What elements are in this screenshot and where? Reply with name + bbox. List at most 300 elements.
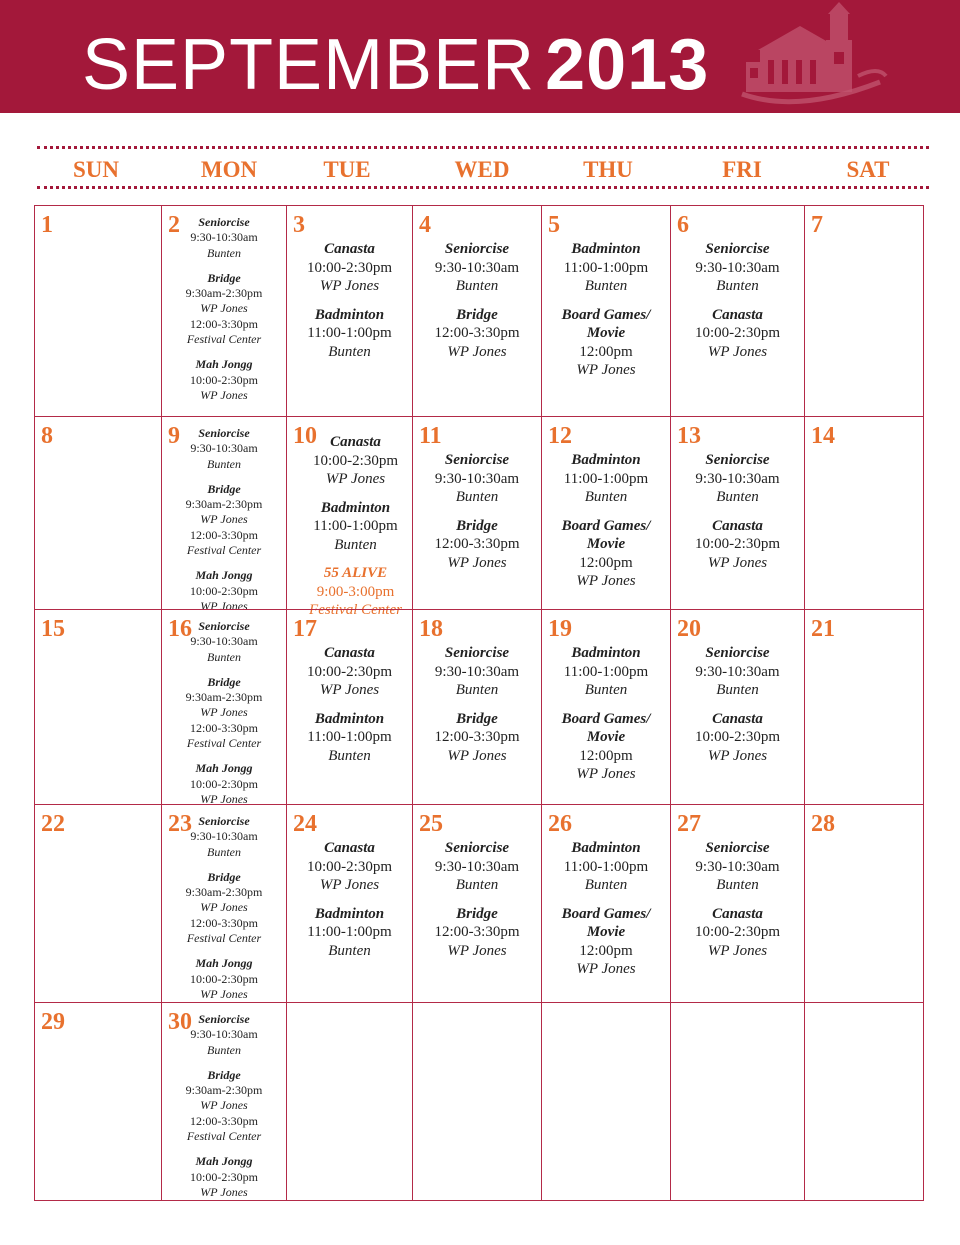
event-item bbox=[413, 240, 541, 296]
day-cell bbox=[541, 205, 671, 417]
event-list bbox=[542, 240, 670, 380]
event-list bbox=[413, 451, 541, 572]
event-name: Board Games/ Movie bbox=[561, 306, 651, 341]
day-cell bbox=[804, 804, 924, 1003]
event-location: Bunten bbox=[328, 343, 371, 360]
event-item bbox=[287, 644, 412, 700]
day-cell bbox=[34, 804, 162, 1003]
month-label: SEPTEMBER bbox=[82, 25, 536, 105]
event-name: Badminton bbox=[571, 840, 641, 856]
event-item bbox=[162, 1012, 286, 1058]
event-time: 12:00-3:30pm bbox=[190, 1113, 258, 1128]
event-name: Bridge bbox=[456, 517, 498, 534]
event-name: Bridge bbox=[207, 1067, 241, 1082]
day-number: 29 bbox=[41, 1009, 65, 1035]
event-name: Seniorcise bbox=[705, 840, 770, 856]
event-list bbox=[542, 839, 670, 979]
day-cell bbox=[34, 416, 162, 610]
event-name: Bridge bbox=[456, 710, 498, 727]
event-name: Board Games/ Movie bbox=[561, 517, 651, 552]
event-time: 12:00-3:30pm bbox=[434, 924, 520, 940]
event-location: Bunten bbox=[207, 649, 241, 664]
event-time: 9:30-10:30am bbox=[695, 259, 780, 276]
event-item bbox=[299, 499, 412, 555]
event-item bbox=[542, 839, 670, 895]
event-location: WP Jones bbox=[707, 554, 768, 571]
day-number: 13 bbox=[677, 423, 701, 449]
event-location: WP Jones bbox=[707, 747, 768, 764]
event-list bbox=[162, 814, 286, 1002]
event-time: 9:30-10:30am bbox=[695, 663, 780, 680]
event-location: Bunten bbox=[328, 942, 371, 959]
event-item bbox=[413, 517, 541, 573]
event-name: Bridge bbox=[456, 905, 498, 922]
event-name: Seniorcise bbox=[198, 1012, 250, 1026]
day-number: 27 bbox=[677, 811, 701, 837]
day-number: 21 bbox=[811, 616, 835, 642]
event-name: Seniorcise bbox=[444, 840, 510, 856]
event-list bbox=[671, 839, 804, 960]
event-item bbox=[162, 1068, 286, 1144]
event-item bbox=[413, 644, 541, 700]
event-time: 10:00-2:30pm bbox=[190, 372, 258, 387]
event-name: Seniorcise bbox=[705, 241, 770, 257]
event-list bbox=[542, 451, 670, 591]
event-time: 12:00pm bbox=[579, 343, 633, 360]
event-name: Badminton bbox=[571, 452, 641, 468]
event-location: Bunten bbox=[455, 278, 499, 294]
event-time: 11:00-1:00pm bbox=[307, 325, 392, 341]
event-list bbox=[671, 644, 804, 765]
event-item bbox=[413, 451, 541, 507]
event-time: 9:30am-2:30pm bbox=[185, 690, 263, 705]
day-number: 12 bbox=[548, 423, 572, 449]
day-number: 26 bbox=[548, 811, 572, 837]
event-time: 11:00-1:00pm bbox=[313, 518, 398, 534]
event-time: 11:00-1:00pm bbox=[563, 259, 649, 276]
day-cell bbox=[804, 1002, 924, 1201]
weekday-fri: FRI bbox=[722, 157, 762, 182]
event-item bbox=[413, 839, 541, 895]
event-time: 9:30-10:30am bbox=[190, 634, 258, 649]
day-cell bbox=[161, 1002, 287, 1201]
day-number: 14 bbox=[811, 423, 835, 449]
day-cell bbox=[34, 1002, 162, 1201]
day-number: 2 bbox=[168, 212, 180, 238]
day-number: 16 bbox=[168, 616, 192, 642]
event-location: Bunten bbox=[584, 682, 628, 698]
event-location: Bunten bbox=[716, 489, 759, 505]
event-location: WP Jones bbox=[200, 598, 248, 613]
event-location: Bunten bbox=[716, 682, 759, 698]
event-time: 9:30am-2:30pm bbox=[185, 885, 263, 900]
event-name: Canasta bbox=[324, 840, 375, 856]
building-logo-icon bbox=[738, 2, 888, 110]
event-time: 9:30-10:30am bbox=[434, 259, 520, 276]
day-cell bbox=[412, 609, 542, 805]
event-item bbox=[413, 905, 541, 961]
event-name: Board Games/ Movie bbox=[561, 905, 651, 940]
event-name: Canasta bbox=[712, 517, 763, 534]
event-list bbox=[671, 451, 804, 572]
day-cell bbox=[541, 609, 671, 805]
event-time: 10:00-2:30pm bbox=[695, 924, 780, 940]
day-number: 8 bbox=[41, 423, 53, 449]
day-cell bbox=[670, 804, 805, 1003]
day-cell bbox=[161, 416, 287, 613]
weekday-thu: THU bbox=[583, 157, 633, 182]
event-location: WP Jones bbox=[200, 512, 248, 527]
event-item bbox=[542, 644, 670, 700]
event-time: 10:00-2:30pm bbox=[190, 971, 258, 986]
event-item bbox=[162, 956, 286, 1002]
event-location: WP Jones bbox=[200, 1098, 248, 1113]
event-list bbox=[162, 215, 286, 403]
day-number: 15 bbox=[41, 616, 65, 642]
day-cell bbox=[161, 804, 287, 1003]
event-location: WP Jones bbox=[200, 986, 248, 1001]
day-cell bbox=[670, 205, 805, 417]
event-list bbox=[287, 839, 412, 960]
event-item bbox=[162, 482, 286, 558]
event-name: Mah Jongg bbox=[195, 1154, 253, 1169]
event-time: 12:00-3:30pm bbox=[190, 915, 258, 930]
event-time: 12:00-3:30pm bbox=[190, 720, 258, 735]
event-item bbox=[542, 710, 670, 784]
event-location: WP Jones bbox=[200, 900, 248, 915]
event-time: 10:00-2:30pm bbox=[695, 729, 780, 745]
event-location: WP Jones bbox=[325, 471, 386, 487]
calendar-header bbox=[0, 0, 960, 113]
event-time: 12:00-3:30pm bbox=[190, 527, 258, 542]
event-name: Canasta bbox=[712, 306, 763, 323]
event-location: Bunten bbox=[584, 489, 628, 505]
event-location: Bunten bbox=[455, 682, 499, 698]
event-name: Seniorcise bbox=[444, 452, 510, 468]
event-item bbox=[287, 710, 412, 766]
event-location: Bunten bbox=[207, 245, 241, 260]
event-location: Festival Center bbox=[186, 543, 262, 558]
event-time: 9:30-10:30am bbox=[190, 441, 258, 456]
weekday-tue: TUE bbox=[323, 157, 371, 182]
event-name: Badminton bbox=[314, 710, 385, 727]
event-location: WP Jones bbox=[447, 554, 507, 571]
event-name: Canasta bbox=[324, 645, 375, 661]
divider-top bbox=[37, 146, 929, 149]
event-time: 10:00-2:30pm bbox=[313, 452, 398, 469]
event-name: Mah Jongg bbox=[195, 956, 253, 971]
day-number: 11 bbox=[419, 423, 442, 449]
event-time: 9:30-10:30am bbox=[434, 858, 520, 875]
event-time: 11:00-1:00pm bbox=[563, 858, 649, 875]
calendar-title bbox=[82, 22, 709, 108]
day-cell bbox=[286, 205, 413, 417]
day-cell bbox=[161, 609, 287, 805]
day-number: 3 bbox=[293, 212, 305, 238]
event-time: 10:00-2:30pm bbox=[307, 663, 392, 680]
event-name: Badminton bbox=[314, 306, 385, 323]
day-number: 4 bbox=[419, 212, 431, 238]
event-time: 11:00-1:00pm bbox=[307, 924, 392, 940]
event-name: Mah Jongg bbox=[195, 761, 253, 776]
event-time: 12:00-3:30pm bbox=[190, 316, 258, 331]
event-item bbox=[413, 710, 541, 766]
day-cell bbox=[34, 205, 162, 417]
event-location: Bunten bbox=[207, 456, 241, 471]
day-cell bbox=[412, 205, 542, 417]
year-label: 2013 bbox=[545, 25, 710, 105]
weekday-sat: SAT bbox=[846, 157, 890, 182]
event-item bbox=[162, 271, 286, 347]
event-time: 10:00-2:30pm bbox=[307, 858, 392, 875]
event-item bbox=[162, 357, 286, 403]
event-location: WP Jones bbox=[200, 301, 248, 316]
event-name: Badminton bbox=[571, 241, 641, 257]
event-location: Bunten bbox=[328, 747, 371, 764]
event-item bbox=[299, 433, 412, 489]
day-number: 6 bbox=[677, 212, 689, 238]
day-number: 7 bbox=[811, 212, 823, 238]
event-item bbox=[671, 644, 804, 700]
event-item bbox=[413, 306, 541, 362]
event-item bbox=[162, 215, 286, 261]
event-location: WP Jones bbox=[576, 766, 636, 782]
event-list bbox=[542, 644, 670, 784]
event-location: Festival Center bbox=[186, 1129, 262, 1144]
weekday-sun: SUN bbox=[72, 157, 119, 182]
event-name: Seniorcise bbox=[198, 426, 250, 440]
event-location: WP Jones bbox=[319, 682, 380, 698]
day-cell bbox=[541, 416, 671, 610]
event-item bbox=[287, 905, 412, 961]
event-time: 9:30am-2:30pm bbox=[185, 1083, 263, 1098]
event-time: 12:00-3:30pm bbox=[434, 325, 520, 341]
day-cell bbox=[541, 804, 671, 1003]
day-cell bbox=[670, 1002, 805, 1201]
event-name: Seniorcise bbox=[705, 452, 770, 468]
event-item bbox=[671, 905, 804, 961]
event-list bbox=[287, 433, 412, 620]
event-name: Canasta bbox=[712, 905, 763, 922]
day-number: 24 bbox=[293, 811, 317, 837]
event-location: Bunten bbox=[455, 877, 499, 893]
event-item bbox=[542, 517, 670, 591]
event-time: 11:00-1:00pm bbox=[563, 663, 649, 680]
day-cell bbox=[286, 804, 413, 1003]
divider-bottom bbox=[37, 186, 929, 189]
event-item bbox=[671, 517, 804, 573]
event-item bbox=[671, 710, 804, 766]
event-location: WP Jones bbox=[447, 942, 507, 959]
event-time: 9:30am-2:30pm bbox=[185, 497, 263, 512]
event-time: 12:00-3:30pm bbox=[434, 536, 520, 552]
event-item bbox=[162, 675, 286, 751]
event-list bbox=[162, 426, 286, 614]
event-item bbox=[162, 1154, 286, 1200]
day-number: 9 bbox=[168, 423, 180, 449]
event-name: Badminton bbox=[320, 499, 391, 516]
event-list bbox=[671, 240, 804, 361]
event-name: Seniorcise bbox=[198, 619, 250, 633]
event-item bbox=[542, 451, 670, 507]
event-location: WP Jones bbox=[200, 705, 248, 720]
event-item bbox=[287, 839, 412, 895]
day-number: 10 bbox=[293, 423, 317, 449]
event-time: 10:00-2:30pm bbox=[307, 259, 392, 276]
event-location: WP Jones bbox=[200, 387, 248, 402]
event-location: WP Jones bbox=[576, 362, 636, 378]
event-item bbox=[542, 905, 670, 979]
event-list bbox=[413, 240, 541, 361]
day-cell bbox=[412, 416, 542, 610]
event-location: WP Jones bbox=[707, 942, 768, 959]
event-name: Canasta bbox=[330, 434, 381, 450]
event-location: Festival Center bbox=[309, 602, 402, 618]
event-time: 9:30-10:30am bbox=[190, 829, 258, 844]
event-time: 10:00-2:30pm bbox=[695, 536, 780, 552]
day-cell bbox=[34, 609, 162, 805]
event-location: Bunten bbox=[584, 877, 628, 893]
event-time: 11:00-1:00pm bbox=[307, 729, 392, 745]
event-item bbox=[287, 306, 412, 362]
event-name: Bridge bbox=[207, 869, 241, 884]
event-item bbox=[671, 240, 804, 296]
event-name: 55 ALIVE bbox=[323, 565, 388, 581]
event-location: WP Jones bbox=[576, 573, 636, 589]
event-name: Bridge bbox=[207, 270, 241, 285]
day-cell bbox=[286, 609, 413, 805]
event-location: WP Jones bbox=[447, 343, 507, 360]
event-location: Festival Center bbox=[186, 931, 262, 946]
day-cell bbox=[804, 609, 924, 805]
event-name: Board Games/ Movie bbox=[561, 710, 651, 745]
event-time: 9:30-10:30am bbox=[695, 470, 780, 487]
event-location: Bunten bbox=[334, 536, 377, 553]
event-time: 9:00-3:00pm bbox=[316, 583, 395, 600]
event-time: 10:00-2:30pm bbox=[190, 776, 258, 791]
day-cell bbox=[286, 416, 413, 618]
weekday-wed: WED bbox=[454, 157, 510, 182]
event-name: Seniorcise bbox=[198, 215, 250, 229]
day-number: 25 bbox=[419, 811, 443, 837]
event-name: Badminton bbox=[314, 905, 385, 922]
day-cell bbox=[541, 1002, 671, 1201]
day-number: 20 bbox=[677, 616, 701, 642]
day-number: 30 bbox=[168, 1009, 192, 1035]
event-item bbox=[162, 870, 286, 946]
event-location: WP Jones bbox=[200, 1184, 248, 1199]
event-item bbox=[287, 240, 412, 296]
weekday-mon: MON bbox=[200, 157, 258, 182]
event-item bbox=[162, 426, 286, 472]
event-time: 9:30-10:30am bbox=[190, 230, 258, 245]
event-list bbox=[287, 644, 412, 765]
day-cell bbox=[161, 205, 287, 417]
event-time: 10:00-2:30pm bbox=[190, 1169, 258, 1184]
event-list bbox=[287, 240, 412, 361]
event-item bbox=[542, 240, 670, 296]
event-time: 12:00pm bbox=[579, 554, 633, 571]
event-list bbox=[162, 1012, 286, 1200]
event-name: Seniorcise bbox=[198, 814, 250, 828]
event-location: Festival Center bbox=[186, 736, 262, 751]
event-location: WP Jones bbox=[447, 747, 507, 764]
day-cell bbox=[670, 609, 805, 805]
event-time: 9:30-10:30am bbox=[190, 1027, 258, 1042]
event-item bbox=[671, 306, 804, 362]
event-location: Bunten bbox=[207, 1042, 241, 1057]
event-item bbox=[162, 568, 286, 614]
event-item bbox=[671, 451, 804, 507]
day-number: 23 bbox=[168, 811, 192, 837]
event-location: Bunten bbox=[716, 278, 759, 294]
event-time: 12:00pm bbox=[579, 747, 633, 764]
event-name: Mah Jongg bbox=[195, 357, 253, 372]
event-name: Mah Jongg bbox=[195, 568, 253, 583]
day-cell bbox=[412, 804, 542, 1003]
event-time: 9:30-10:30am bbox=[434, 663, 520, 680]
event-list bbox=[413, 644, 541, 765]
day-cell bbox=[804, 416, 924, 610]
event-item bbox=[162, 619, 286, 665]
event-location: Bunten bbox=[584, 278, 628, 294]
event-location: WP Jones bbox=[319, 278, 380, 294]
event-time: 9:30am-2:30pm bbox=[185, 286, 263, 301]
event-item bbox=[671, 839, 804, 895]
event-location: WP Jones bbox=[576, 961, 636, 977]
day-number: 28 bbox=[811, 811, 835, 837]
event-location: WP Jones bbox=[707, 343, 768, 360]
event-location: Bunten bbox=[207, 844, 241, 859]
event-item bbox=[542, 306, 670, 380]
event-name: Bridge bbox=[456, 306, 498, 323]
day-cell bbox=[670, 416, 805, 610]
day-number: 18 bbox=[419, 616, 443, 642]
event-list bbox=[413, 839, 541, 960]
event-time: 9:30-10:30am bbox=[695, 858, 780, 875]
event-name: Seniorcise bbox=[444, 241, 510, 257]
day-cell bbox=[804, 205, 924, 417]
day-number: 5 bbox=[548, 212, 560, 238]
event-name: Bridge bbox=[207, 674, 241, 689]
day-number: 17 bbox=[293, 616, 317, 642]
day-cell bbox=[286, 1002, 413, 1201]
event-item bbox=[162, 814, 286, 860]
day-number: 22 bbox=[41, 811, 65, 837]
day-number: 1 bbox=[41, 212, 53, 238]
event-name: Canasta bbox=[324, 241, 375, 257]
event-location: Festival Center bbox=[186, 332, 262, 347]
event-time: 9:30-10:30am bbox=[434, 470, 520, 487]
event-time: 12:00pm bbox=[579, 942, 633, 959]
day-number: 19 bbox=[548, 616, 572, 642]
event-time: 12:00-3:30pm bbox=[434, 729, 520, 745]
event-item bbox=[162, 761, 286, 807]
event-time: 10:00-2:30pm bbox=[190, 583, 258, 598]
day-cell bbox=[412, 1002, 542, 1201]
event-name: Canasta bbox=[712, 710, 763, 727]
event-name: Bridge bbox=[207, 481, 241, 496]
event-time: 11:00-1:00pm bbox=[563, 470, 649, 487]
event-location: WP Jones bbox=[200, 791, 248, 806]
event-name: Seniorcise bbox=[705, 645, 770, 661]
event-list bbox=[162, 619, 286, 807]
event-time: 10:00-2:30pm bbox=[695, 325, 780, 341]
event-location: WP Jones bbox=[319, 877, 380, 893]
event-location: Bunten bbox=[716, 877, 759, 893]
event-location: Bunten bbox=[455, 489, 499, 505]
event-name: Seniorcise bbox=[444, 645, 510, 661]
